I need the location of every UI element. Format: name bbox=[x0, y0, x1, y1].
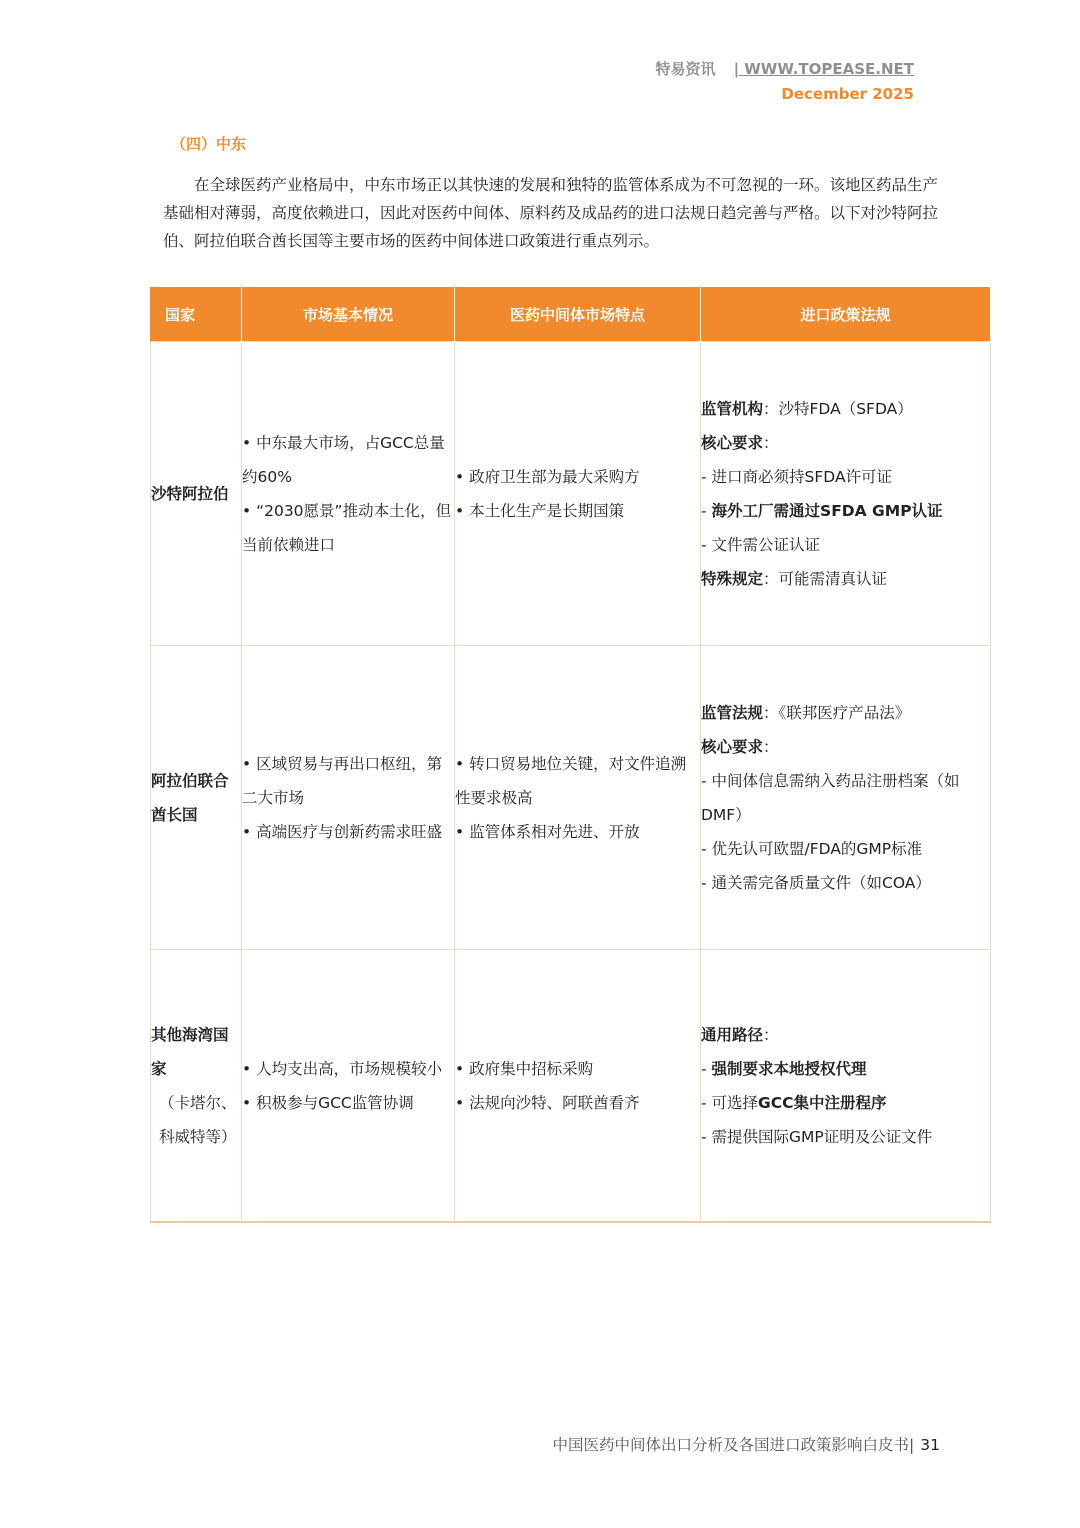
policy-line bbox=[701, 730, 990, 764]
cell-features bbox=[455, 342, 701, 646]
table-row bbox=[151, 646, 991, 950]
feature-item: • 法规向沙特、阿联酋看齐 bbox=[455, 1093, 640, 1112]
policy-bold-text: 强制要求本地授权代理 bbox=[711, 1059, 867, 1078]
cell-features bbox=[455, 646, 701, 950]
feature-item: • 本土化生产是长期国策 bbox=[455, 501, 625, 520]
feature-item: • 监管体系相对先进、开放 bbox=[455, 822, 640, 841]
header-features: 医药中间体市场特点 bbox=[455, 287, 701, 342]
policy-line: - 中间体信息需纳入药品注册档案（如DMF） bbox=[701, 771, 960, 824]
header-line bbox=[656, 58, 914, 79]
policy-text: ： bbox=[763, 737, 779, 756]
feature-item: • 转口贸易地位关键，对文件追溯性要求极高 bbox=[455, 754, 687, 807]
table-header-row bbox=[151, 287, 991, 342]
policy-bold-text: GCC集中注册程序 bbox=[758, 1093, 887, 1112]
policy-text: ： bbox=[763, 1025, 779, 1044]
intro-paragraph bbox=[163, 171, 943, 255]
policy-text: - bbox=[701, 1059, 712, 1078]
policy-label: 通用路径 bbox=[701, 1025, 764, 1044]
policy-line bbox=[701, 392, 990, 426]
intro-text: 在全球医药产业格局中，中东市场正以其快速的发展和独特的监管体系成为不可忽视的一环。该地区药品生产基础相对薄弱，高度依赖进口，因此对医药中间体、原料药及成品药的进口法规日趋完善与严格。以下对沙特阿拉伯、阿拉伯联合酋长国等主要市场的医药中间体进口政策进行重点列示。 bbox=[163, 176, 939, 250]
section-title: （四）中东 bbox=[171, 135, 247, 153]
market-item: • 高端医疗与创新药需求旺盛 bbox=[242, 822, 443, 841]
market-item: • 积极参与GCC监管协调 bbox=[242, 1093, 414, 1112]
page-number: 31 bbox=[920, 1436, 940, 1454]
header-market: 市场基本情况 bbox=[242, 287, 455, 342]
policy-text: ：《联邦医疗产品法》 bbox=[763, 703, 911, 722]
policy-label: 监管法规 bbox=[701, 703, 764, 722]
cell-market bbox=[242, 950, 455, 1223]
page-header bbox=[656, 58, 914, 103]
country-name: 阿拉伯联合 bbox=[151, 771, 229, 790]
market-item: • “2030愿景”推动本土化，但当前依赖进口 bbox=[242, 501, 452, 554]
policy-table bbox=[150, 287, 991, 1223]
market-item: • 区域贸易与再出口枢纽，第二大市场 bbox=[242, 754, 443, 807]
cell-country bbox=[151, 950, 242, 1223]
cell-policy bbox=[701, 646, 991, 950]
policy-text: ：沙特FDA（SFDA） bbox=[763, 399, 913, 418]
header-website-link[interactable]: | WWW.TOPEASE.NET bbox=[733, 60, 914, 78]
cell-country bbox=[151, 342, 242, 646]
policy-line bbox=[701, 696, 990, 730]
table-row bbox=[151, 950, 991, 1223]
header-policy: 进口政策法规 bbox=[701, 287, 991, 342]
cell-market bbox=[242, 342, 455, 646]
policy-text: ： bbox=[763, 433, 779, 452]
policy-line: - 需提供国际GMP证明及公证文件 bbox=[701, 1127, 933, 1146]
table-row bbox=[151, 342, 991, 646]
policy-text: - 可选择 bbox=[701, 1093, 759, 1112]
footer-title: 中国医药中间体出口分析及各国进口政策影响白皮书| bbox=[552, 1436, 915, 1454]
country-name-cont: 酋长国 bbox=[151, 805, 198, 824]
policy-line: - 通关需完备质量文件（如COA） bbox=[701, 873, 931, 892]
market-item: • 中东最大市场，占GCC总量约60% bbox=[242, 433, 445, 486]
policy-line bbox=[701, 562, 990, 596]
feature-item: • 政府卫生部为最大采购方 bbox=[455, 467, 640, 486]
policy-line bbox=[701, 1052, 990, 1086]
policy-line bbox=[701, 1086, 990, 1120]
policy-label: 核心要求 bbox=[701, 737, 764, 756]
policy-line bbox=[701, 494, 990, 528]
policy-line: - 进口商必须持SFDA许可证 bbox=[701, 467, 893, 486]
country-name: 沙特阿拉伯 bbox=[151, 484, 229, 503]
policy-bold-text: 海外工厂需通过SFDA GMP认证 bbox=[711, 501, 943, 520]
market-item: • 人均支出高，市场规模较小 bbox=[242, 1059, 443, 1078]
feature-item: • 政府集中招标采购 bbox=[455, 1059, 594, 1078]
policy-label: 核心要求 bbox=[701, 433, 764, 452]
header-date: December 2025 bbox=[781, 85, 914, 103]
cell-policy bbox=[701, 342, 991, 646]
policy-line: - 优先认可欧盟/FDA的GMP标准 bbox=[701, 839, 923, 858]
policy-label: 监管机构 bbox=[701, 399, 764, 418]
policy-line bbox=[701, 1018, 990, 1052]
page-footer bbox=[553, 1433, 940, 1455]
cell-features bbox=[455, 950, 701, 1223]
policy-label: 特殊规定 bbox=[701, 569, 764, 588]
cell-market bbox=[242, 646, 455, 950]
policy-line bbox=[701, 426, 990, 460]
country-name: 其他海湾国家 bbox=[151, 1025, 229, 1078]
policy-text: ：可能需清真认证 bbox=[763, 569, 888, 588]
cell-country bbox=[151, 646, 242, 950]
country-examples: （卡塔尔、科威特等） bbox=[159, 1093, 237, 1146]
header-country: 国家 bbox=[151, 287, 242, 342]
policy-text: - bbox=[701, 501, 712, 520]
cell-policy bbox=[701, 950, 991, 1223]
header-brand: 特易资讯 bbox=[655, 60, 716, 78]
policy-line: - 文件需公证认证 bbox=[701, 535, 821, 554]
